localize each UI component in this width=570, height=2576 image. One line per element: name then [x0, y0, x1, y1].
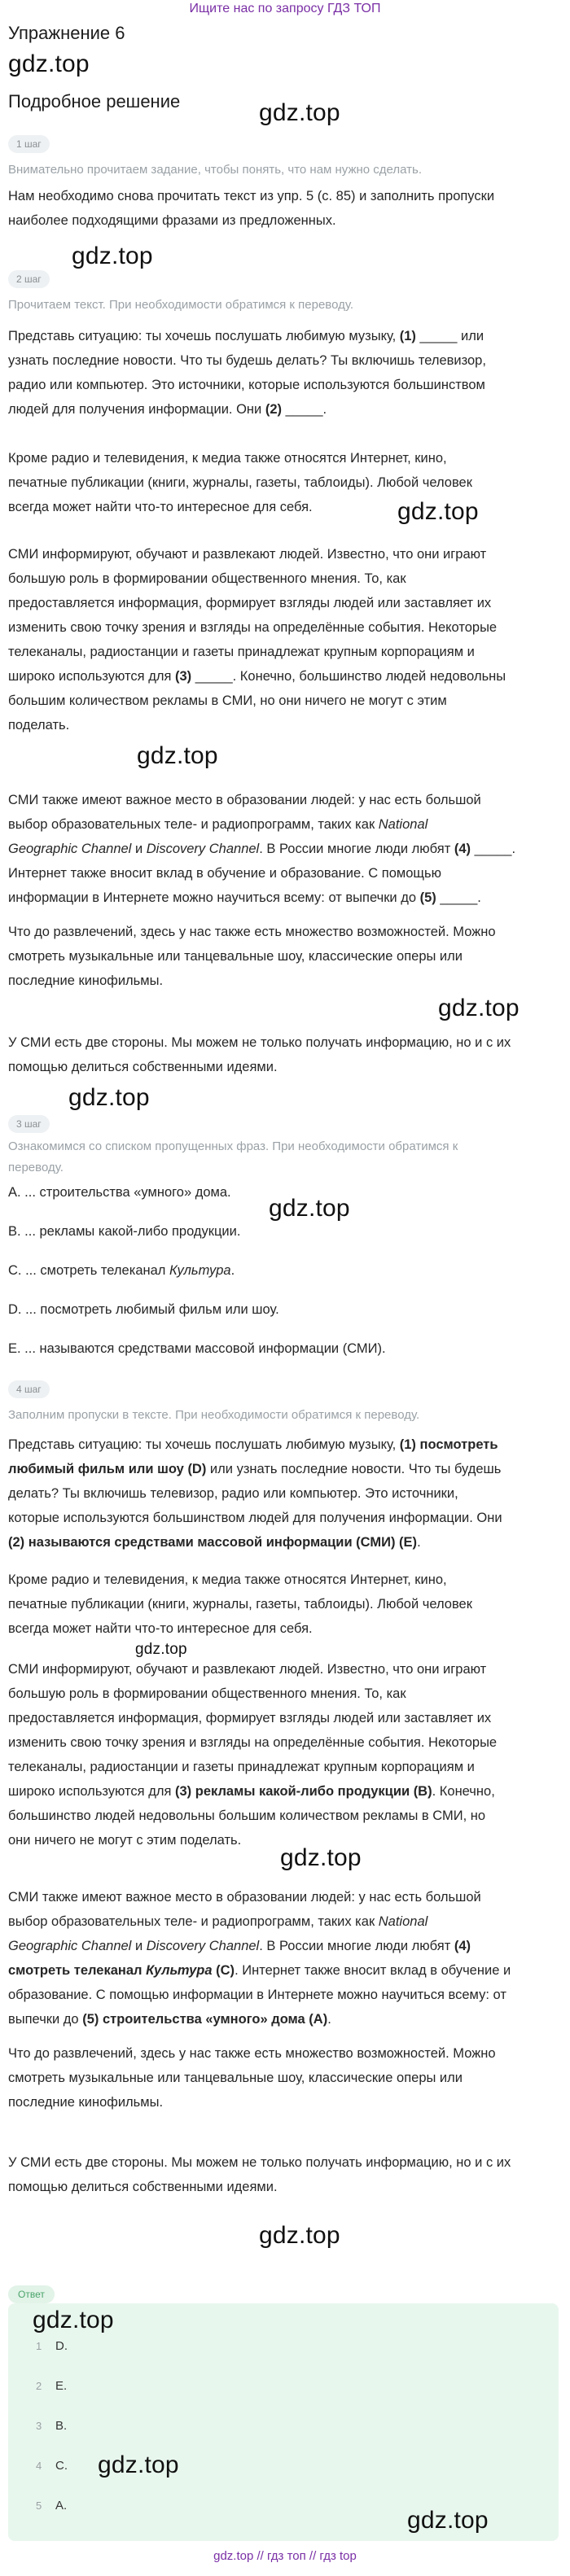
step-note: Прочитаем текст. При необходимости обратимся к переводу.	[8, 298, 354, 312]
watermark: gdz.top	[135, 1641, 187, 1658]
watermark: gdz.top	[68, 1084, 150, 1111]
solution-heading: Подробное решение	[8, 91, 181, 112]
step-note: Внимательно прочитаем задание, чтобы понять, что нам нужно сделать.	[8, 163, 423, 177]
watermark: gdz.top	[269, 1195, 350, 1222]
exercise-title: Упражнение 6	[8, 23, 125, 43]
paragraph: СМИ информируют, обучают и развлекают людей. Известно, что они играют большую роль в формировании общественного мнения. То, как предоставляется информация, формирует взгляды людей или заставляет их изменить свою точку зрения и взгляды на определённые события. Некоторые телеканалы, радиостанции и газеты принадлежат крупным корпорациям и широко используются для (3) рекламы какой-либо продукции (B). Конечно, большинство людей недовольны большим количеством рекламы в СМИ, но они ничего не могут с этим поделать.	[8, 1662, 498, 1848]
step-badge: 1 шаг	[8, 135, 50, 153]
watermark: gdz.top	[397, 498, 479, 525]
paragraph: СМИ также имеют важное место в образовании людей: у нас есть большой выбор образовательных теле- и радиопрограмм, таких как National Geographic Channel и Discovery Channel. В России многие люди любят (4) смотреть телеканал Культура (C). Интернет также вносит вклад в обучение и образование. С помощью информации в Интернете можно научиться всему: от выпечки до (5) строительства «умного» дома (A).	[8, 1890, 511, 2027]
paragraph: СМИ информируют, обучают и развлекают людей. Известно, что они играют большую роль в формировании общественного мнения. То, как предоставляется информация, формирует взгляды людей или заставляет их изменить свою точку зрения и взгляды на определённые события. Некоторые телеканалы, радиостанции и газеты принадлежат крупным корпорациям и широко используются для (3) _____. Конечно, большинство людей недовольны большим количеством рекламы в СМИ, но они ничего не могут с этим поделать.	[8, 547, 506, 733]
answer-row: 1 D.	[36, 2339, 68, 2353]
answer-row: 3 B.	[36, 2419, 68, 2433]
paragraph: Что до развлечений, здесь у нас также есть множество возможностей. Можно смотреть музыкальные или танцевальные шоу, классические оперы или последние кинофильмы.	[8, 925, 496, 988]
answer-row: 4 C.	[36, 2459, 68, 2473]
phrase-b: B. ... рекламы какой-либо продукции.	[8, 1224, 241, 1239]
footer-links[interactable]: gdz.top // гдз топ // гдз top	[213, 2549, 357, 2563]
step-note: Ознакомимся со списком пропущенных фраз. При необходимости обратимся к переводу.	[8, 1139, 458, 1174]
search-banner[interactable]: Ищите нас по запросу ГДЗ ТОП	[189, 2, 381, 15]
step-badge: 2 шаг	[8, 270, 50, 288]
answer-row: 2 E.	[36, 2379, 68, 2393]
watermark: gdz.top	[98, 2451, 179, 2478]
paragraph: Представь ситуацию: ты хочешь послушать любимую музыку, (1) _____ или узнать последние новости. Что ты будешь делать? Ты включишь телевизор, радио или компьютер. Это источники, которые используются большинством людей для получения информации. Они (2) _____.	[8, 329, 486, 417]
paragraph: Кроме радио и телевидения, к медиа также относятся Интернет, кино, печатные публикации (книги, журналы, газеты, таблоиды). Любой человек всегда может найти что-то интересное для себя.	[8, 451, 472, 514]
paragraph: СМИ также имеют важное место в образовании людей: у нас есть большой выбор образовательных теле- и радиопрограмм, таких как National Geographic Channel и Discovery Channel. В России многие люди любят (4) _____. Интернет также вносит вклад в обучение и образование. С помощью информации в Интернете можно научиться всему: от выпечки до (5) _____.	[8, 793, 516, 905]
phrase-d: D. ... посмотреть любимый фильм или шоу.	[8, 1302, 279, 1317]
phrase-c: C. ... смотреть телеканал Культура.	[8, 1263, 235, 1278]
answer-box	[8, 2303, 559, 2541]
watermark: gdz.top	[137, 742, 218, 769]
watermark: gdz.top	[280, 1844, 362, 1871]
paragraph: У СМИ есть две стороны. Мы можем не только получать информацию, но и с их помощью делиться собственными идеями.	[8, 1035, 511, 1074]
answer-row: 5 A.	[36, 2499, 68, 2513]
watermark: gdz.top	[259, 2222, 340, 2249]
answer-badge: Ответ	[8, 2285, 55, 2303]
phrase-a: A. ... строительства «умного» дома.	[8, 1185, 231, 1200]
paragraph: Нам необходимо снова прочитать текст из упр. 5 (с. 85) и заполнить пропуски наиболее подходящими фразами из предложенных.	[8, 189, 495, 228]
step-note: Заполним пропуски в тексте. При необходимости обратимся к переводу.	[8, 1408, 420, 1422]
watermark: gdz.top	[72, 243, 153, 269]
watermark: gdz.top	[407, 2507, 489, 2534]
paragraph: У СМИ есть две стороны. Мы можем не только получать информацию, но и с их помощью делиться собственными идеями.	[8, 2155, 511, 2194]
watermark: gdz.top	[438, 995, 520, 1021]
paragraph: Кроме радио и телевидения, к медиа также относятся Интернет, кино, печатные публикации (книги, журналы, газеты, таблоиды). Любой человек всегда может найти что-то интересное для себя.	[8, 1572, 472, 1636]
phrase-e: E. ... называются средствами массовой информации (СМИ).	[8, 1341, 386, 1356]
step-badge: 3 шаг	[8, 1115, 50, 1133]
watermark: gdz.top	[259, 99, 340, 126]
watermark: gdz.top	[33, 2307, 114, 2333]
step-badge: 4 шаг	[8, 1380, 50, 1398]
watermark: gdz.top	[8, 50, 90, 77]
paragraph: Что до развлечений, здесь у нас также есть множество возможностей. Можно смотреть музыкальные или танцевальные шоу, классические оперы или последние кинофильмы.	[8, 2046, 496, 2110]
paragraph: Представь ситуацию: ты хочешь послушать любимую музыку, (1) посмотреть любимый фильм или шоу (D) или узнать последние новости. Что ты будешь делать? Ты включишь телевизор, радио или компьютер. Это источники, которые используются большинством людей для получения информации. Они (2) называются средствами массовой информации (СМИ) (E).	[8, 1437, 502, 1550]
